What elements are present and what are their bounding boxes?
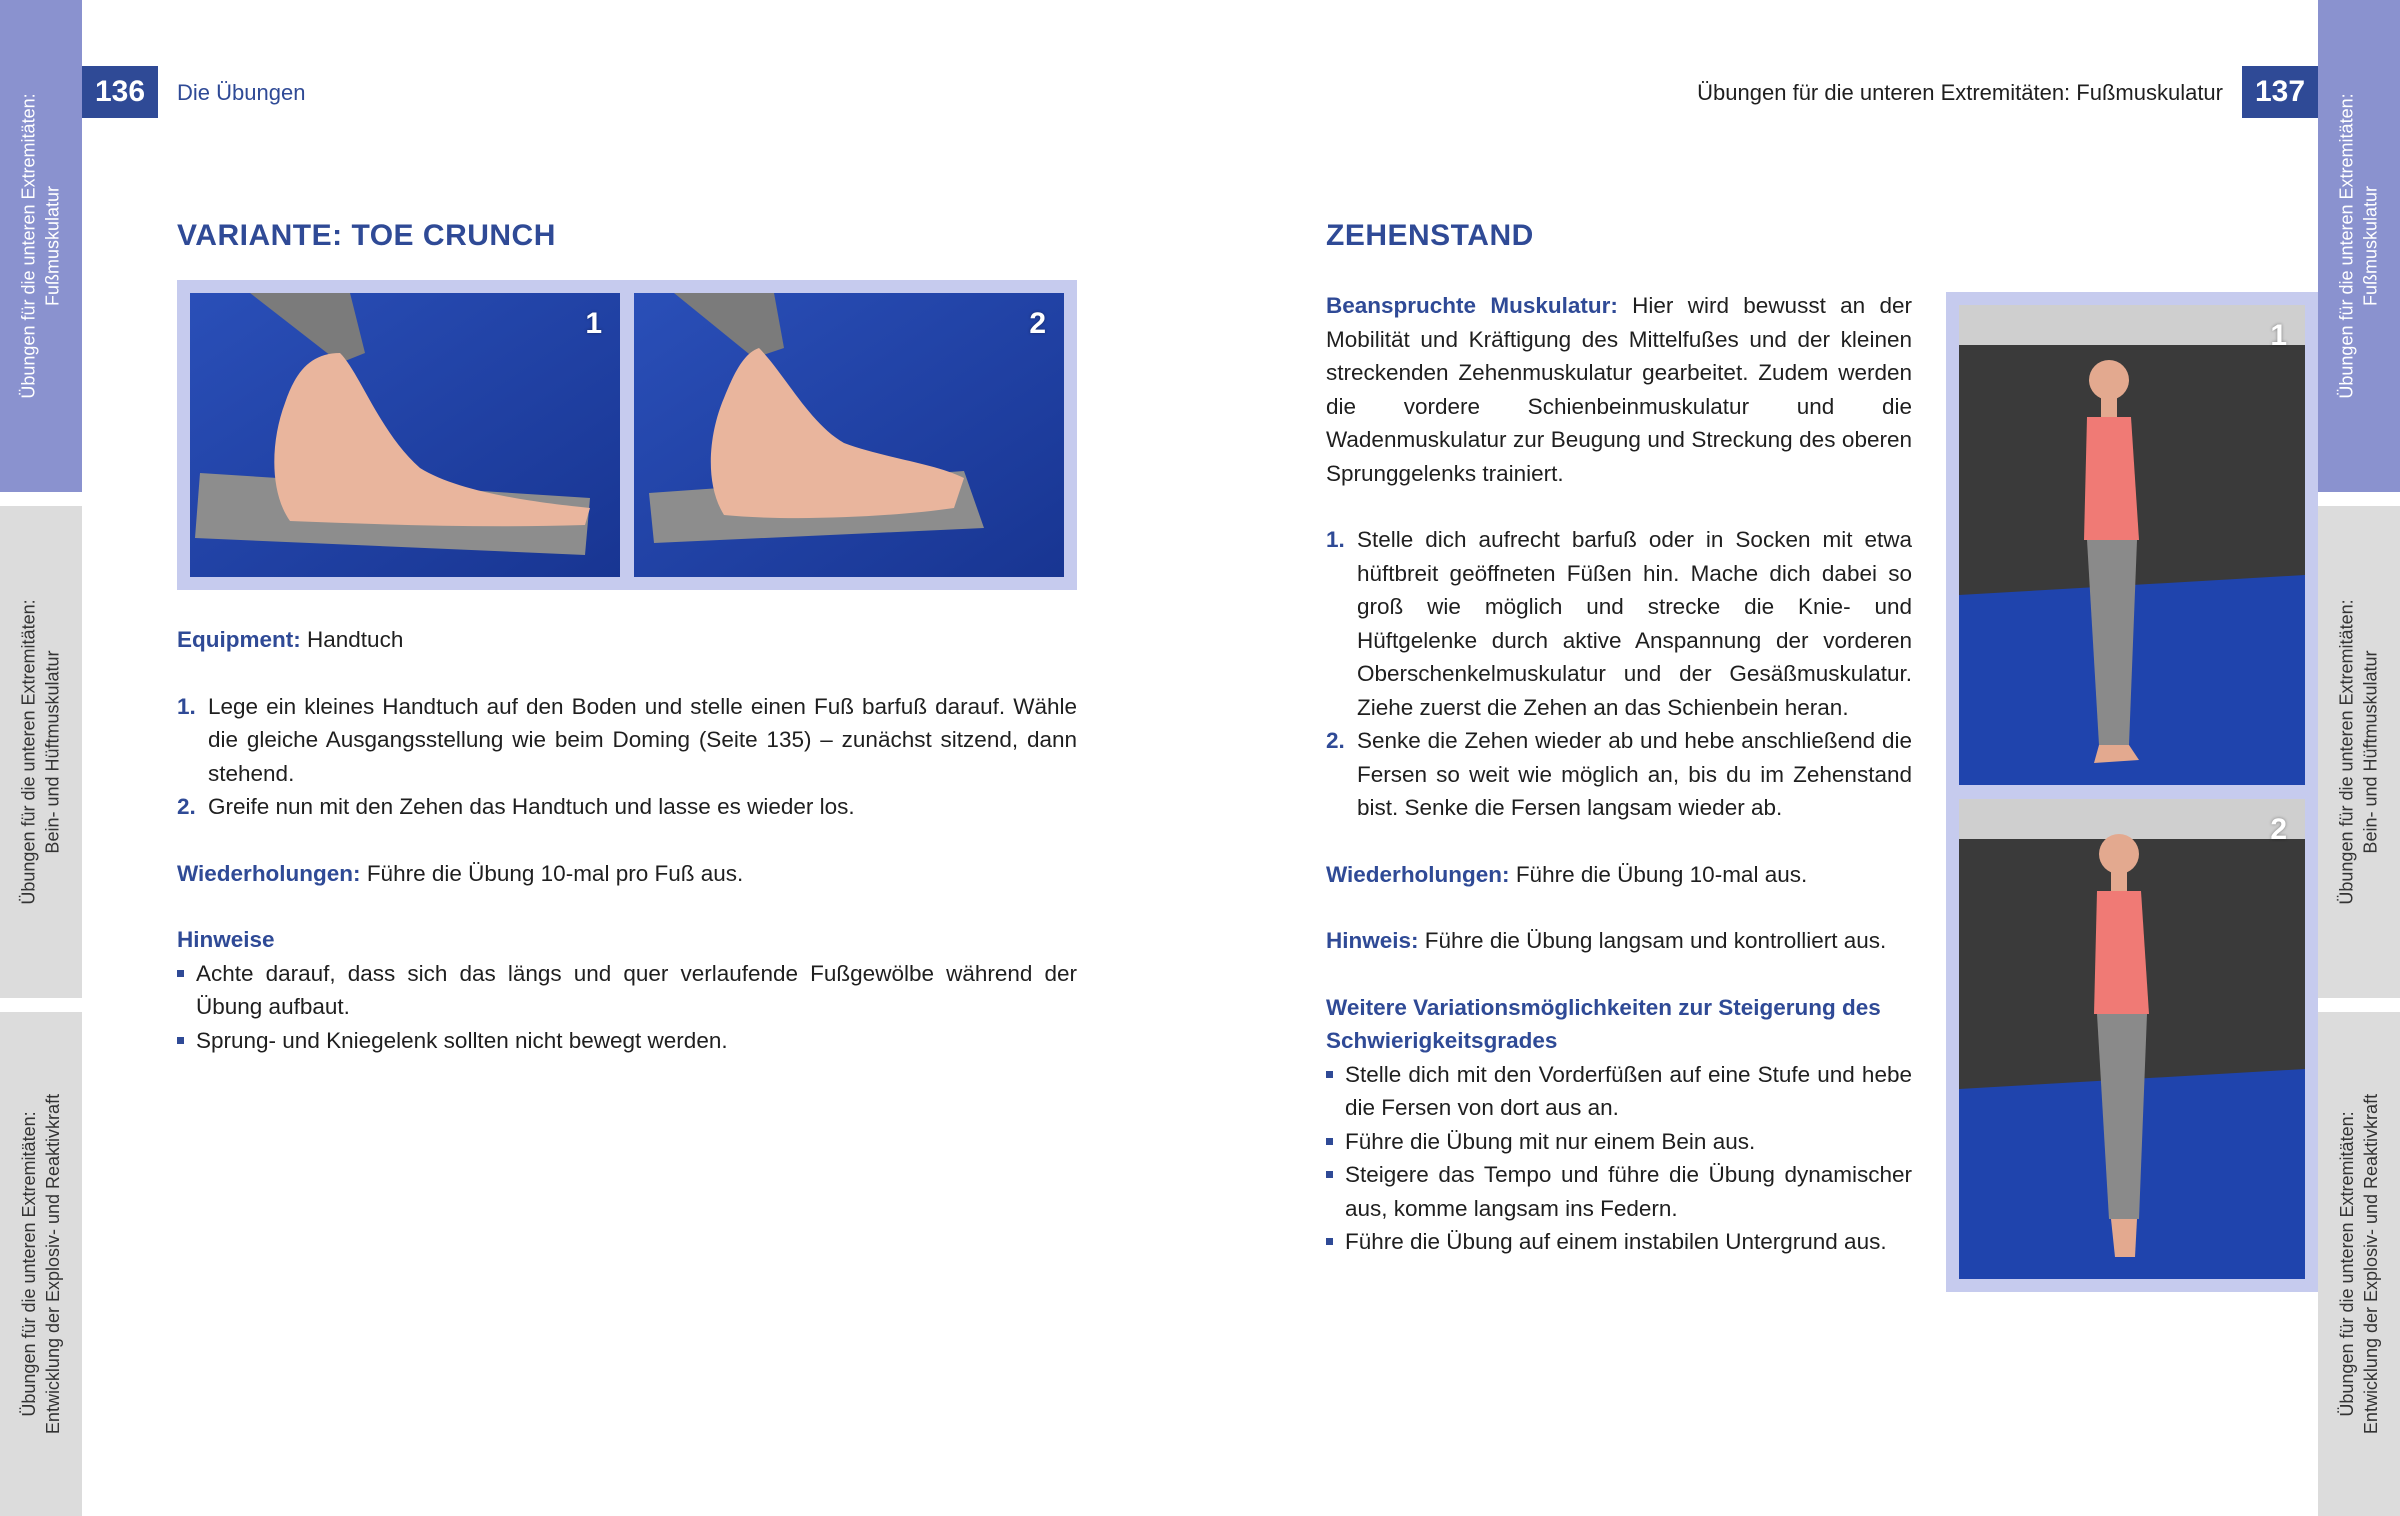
page-number-left: 136 bbox=[82, 66, 158, 118]
side-tab-explosivkraft-left[interactable] bbox=[0, 1012, 82, 1516]
step-number: 1. bbox=[177, 693, 196, 719]
hint-line bbox=[1326, 924, 1912, 958]
bullet bbox=[1326, 1071, 1333, 1078]
foot-photo-illustration bbox=[634, 293, 1064, 577]
side-tab-bein-huefte-right[interactable] bbox=[2318, 506, 2400, 998]
list-item bbox=[1326, 1225, 1912, 1259]
hint-label: Hinweis: bbox=[1326, 928, 1419, 953]
side-tab-line1: Übungen für die unteren Extremitäten: bbox=[19, 599, 39, 905]
step-text: Greife nun mit den Zehen das Handtuch und lasse es wieder los. bbox=[208, 794, 855, 819]
side-tab-line2: Entwicklung der Explosiv- und Reaktivkraft bbox=[2361, 1093, 2381, 1435]
side-tab-line2: Fußmuskulatur bbox=[2361, 185, 2381, 307]
steps-list bbox=[177, 690, 1077, 824]
foot-photo-illustration bbox=[190, 293, 620, 577]
variation-text: Führe die Übung mit nur einem Bein aus. bbox=[1345, 1128, 1756, 1154]
photo-frame-zehenstand bbox=[1946, 292, 2318, 1292]
variations-list bbox=[1326, 1058, 1912, 1259]
left-page-body bbox=[177, 623, 1077, 1057]
steps-list bbox=[1326, 523, 1912, 825]
step-number: 2. bbox=[1326, 728, 1345, 753]
running-head-left: Die Übungen bbox=[177, 80, 306, 105]
variations-heading: Weitere Variationsmöglichkeiten zur Steigerung des Schwierigkeitsgrades bbox=[1326, 994, 1881, 1053]
repetitions-line bbox=[177, 857, 1077, 891]
photo-number: 1 bbox=[585, 307, 602, 340]
side-tab-line2: Bein- und Hüftmuskulatur bbox=[2361, 650, 2381, 854]
side-tab-line1: Übungen für die unteren Extremitäten: bbox=[2337, 599, 2357, 905]
exercise-heading: VARIANTE: TOE CRUNCH bbox=[177, 219, 556, 252]
step-text: Senke die Zehen wieder ab und hebe anschließend die Fersen so weit wie möglich an, bis du im Zehenstand bist. Senke die Fersen langsam wieder ab. bbox=[1357, 728, 1912, 820]
step-number: 1. bbox=[1326, 527, 1345, 552]
photo-toe-crunch-1 bbox=[190, 293, 620, 577]
repetitions-label: Wiederholungen: bbox=[1326, 861, 1510, 887]
photo-number: 1 bbox=[2270, 319, 2287, 352]
standing-photo-illustration bbox=[1959, 799, 2305, 1279]
equipment-label: Equipment: bbox=[177, 627, 301, 652]
list-item bbox=[177, 690, 1077, 791]
list-item bbox=[177, 790, 1077, 824]
muscles-text: Hier wird bewusst an der Mobilität und Kräftigung des Mittelfußes und der kleinen streckenden Zehenmuskulatur gearbeitet. Zudem werden die vordere Schienbeinmuskulatur und die Wadenmuskulatur zur Beugung und Streckung des oberen Sprunggelenks trainiert. bbox=[1326, 293, 1912, 486]
hints-list bbox=[177, 957, 1077, 1058]
variation-text: Steigere das Tempo und führe die Übung dynamischer aus, komme langsam ins Federn. bbox=[1345, 1162, 1912, 1221]
hint-text: Sprung- und Kniegelenk sollten nicht bewegt werden. bbox=[196, 1027, 728, 1053]
bullet bbox=[177, 1037, 184, 1044]
side-tab-bein-huefte-left[interactable] bbox=[0, 506, 82, 998]
bullet bbox=[1326, 1171, 1333, 1178]
step-text: Lege ein kleines Handtuch auf den Boden und stelle einen Fuß barfuß darauf. Wähle die gleiche Ausgangsstellung wie beim Doming (Seite 135) – zunächst sitzend, dann stehend. bbox=[208, 693, 1077, 786]
side-tab-explosivkraft-right[interactable] bbox=[2318, 1012, 2400, 1516]
list-item bbox=[1326, 523, 1912, 724]
equipment-line bbox=[177, 623, 1077, 657]
repetitions-text: Führe die Übung 10-mal pro Fuß aus. bbox=[366, 860, 744, 886]
list-item bbox=[1326, 1158, 1912, 1225]
equipment-value: Handtuch bbox=[307, 627, 404, 652]
photo-zehenstand-2 bbox=[1959, 799, 2305, 1279]
step-number: 2. bbox=[177, 794, 196, 819]
right-page-content bbox=[1326, 216, 1912, 256]
page-number-right: 137 bbox=[2242, 66, 2318, 118]
repetitions-text: Führe die Übung 10-mal aus. bbox=[1515, 861, 1808, 887]
photo-zehenstand-1 bbox=[1959, 305, 2305, 785]
repetitions-line bbox=[1326, 858, 1912, 892]
side-tab-line2: Entwicklung der Explosiv- und Reaktivkraft bbox=[43, 1093, 63, 1435]
right-page-body bbox=[1326, 289, 1912, 1259]
standing-photo-illustration bbox=[1959, 305, 2305, 785]
photo-frame-toe-crunch bbox=[177, 280, 1077, 590]
photo-number: 2 bbox=[2270, 813, 2287, 846]
hints-heading: Hinweise bbox=[177, 927, 275, 952]
variation-text: Stelle dich mit den Vorderfüßen auf eine Stufe und hebe die Fersen von dort aus an. bbox=[1345, 1061, 1912, 1120]
bullet bbox=[177, 970, 184, 977]
side-tab-fussmuskulatur-left[interactable] bbox=[0, 0, 82, 492]
list-item bbox=[1326, 1125, 1912, 1159]
muscles-label: Beanspruchte Muskulatur: bbox=[1326, 293, 1618, 318]
side-tab-line1: Übungen für die unteren Extremitäten: bbox=[2337, 1111, 2357, 1417]
bullet bbox=[1326, 1138, 1333, 1145]
hint-text: Achte darauf, dass sich das längs und quer verlaufende Fußgewölbe während der Übung aufbaut. bbox=[196, 960, 1077, 1019]
list-item bbox=[1326, 724, 1912, 825]
side-tab-line2: Fußmuskulatur bbox=[43, 185, 63, 307]
bullet bbox=[1326, 1238, 1333, 1245]
photo-toe-crunch-2 bbox=[634, 293, 1064, 577]
list-item bbox=[1326, 1058, 1912, 1125]
side-tab-fussmuskulatur-right[interactable] bbox=[2318, 0, 2400, 492]
side-tab-line2: Bein- und Hüftmuskulatur bbox=[43, 650, 63, 854]
side-tab-line1: Übungen für die unteren Extremitäten: bbox=[19, 93, 39, 399]
side-tab-line1: Übungen für die unteren Extremitäten: bbox=[2337, 93, 2357, 399]
left-page-content bbox=[177, 216, 1077, 256]
list-item bbox=[177, 957, 1077, 1024]
running-head-right: Übungen für die unteren Extremitäten: Fußmuskulatur bbox=[1697, 80, 2223, 105]
step-text: Stelle dich aufrecht barfuß oder in Socken mit etwa hüftbreit geöffneten Füßen hin. Mache dich dabei so groß wie möglich und strecke die Knie- und Hüftgelenke durch aktive Anspannung der vorderen Oberschenkelmuskulatur und der Gesäßmuskulatur. Ziehe zuerst die Zehen an das Schienbein heran. bbox=[1357, 527, 1912, 720]
repetitions-label: Wiederholungen: bbox=[177, 860, 361, 886]
hint-text: Führe die Übung langsam und kontrolliert aus. bbox=[1424, 928, 1887, 953]
photo-number: 2 bbox=[1029, 307, 1046, 340]
side-tab-line1: Übungen für die unteren Extremitäten: bbox=[19, 1111, 39, 1417]
exercise-heading: ZEHENSTAND bbox=[1326, 219, 1534, 252]
list-item bbox=[177, 1024, 1077, 1058]
variation-text: Führe die Übung auf einem instabilen Untergrund aus. bbox=[1345, 1229, 1887, 1254]
muscles-paragraph bbox=[1326, 289, 1912, 490]
